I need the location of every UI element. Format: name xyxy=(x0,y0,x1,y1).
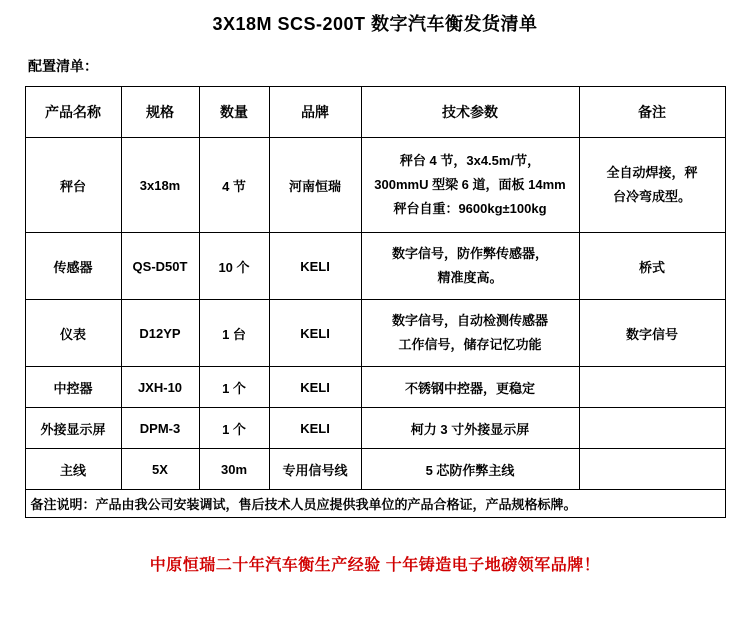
table-body xyxy=(25,138,725,518)
param-line: 300mmU 型梁 6 道，面板 14mm xyxy=(374,176,566,192)
table-note-row xyxy=(25,490,725,518)
note-text: 备注说明：产品由我公司安装调试，售后技术人员应提供我单位的产品合格证，产品规格标牌。 xyxy=(25,490,725,518)
cell-brand: KELI xyxy=(269,408,361,449)
cell-parameters: 5 芯防作弊主线 xyxy=(361,449,579,490)
page-title: 3X18M SCS-200T 数字汽车衡发货清单 xyxy=(212,14,538,34)
cell-qty: 1 个 xyxy=(199,408,269,449)
spec-table xyxy=(25,86,726,518)
column-header-param: 技术参数 xyxy=(361,87,579,138)
cell-brand: 专用信号线 xyxy=(269,449,361,490)
param-line: 秤台自重：9600kg±100kg xyxy=(393,201,547,217)
cell-qty: 4 节 xyxy=(199,138,269,233)
cell-spec: DPM-3 xyxy=(121,408,199,449)
footer-slogan: 中原恒瑞二十年汽车衡生产经验 十年铸造电子地磅领军品牌！ xyxy=(149,557,601,574)
table-row xyxy=(25,449,725,490)
cell-product-name: 仪表 xyxy=(25,300,121,367)
table-header xyxy=(25,87,725,138)
cell-qty: 1 台 xyxy=(199,300,269,367)
table-row xyxy=(25,300,725,367)
cell-product-name: 秤台 xyxy=(25,138,121,233)
cell-product-name: 中控器 xyxy=(25,367,121,408)
cell-parameters: 柯力 3 寸外接显示屏 xyxy=(361,408,579,449)
cell-remark xyxy=(579,138,725,233)
cell-product-name: 主线 xyxy=(25,449,121,490)
cell-spec: 3x18m xyxy=(121,138,199,233)
cell-remark: 数字信号 xyxy=(579,300,725,367)
cell-spec: JXH-10 xyxy=(121,367,199,408)
column-header-name: 产品名称 xyxy=(25,87,121,138)
cell-brand: KELI xyxy=(269,233,361,300)
table-header-row xyxy=(25,87,725,138)
column-header-brand: 品牌 xyxy=(269,87,361,138)
remark-line: 台冷弯成型。 xyxy=(612,189,691,204)
cell-brand: 河南恒瑞 xyxy=(269,138,361,233)
param-line: 精准度高。 xyxy=(437,270,503,285)
cell-remark: 桥式 xyxy=(579,233,725,300)
cell-qty: 10 个 xyxy=(199,233,269,300)
cell-remark xyxy=(579,408,725,449)
cell-qty: 30m xyxy=(199,449,269,490)
table-row xyxy=(25,367,725,408)
column-header-spec: 规格 xyxy=(121,87,199,138)
cell-spec: D12YP xyxy=(121,300,199,367)
cell-remark xyxy=(579,449,725,490)
cell-qty: 1 个 xyxy=(199,367,269,408)
param-line: 数字信号，自动检测传感器 xyxy=(391,312,548,328)
cell-parameters xyxy=(361,138,579,233)
table-row xyxy=(25,233,725,300)
cell-brand: KELI xyxy=(269,367,361,408)
param-line: 秤台 4 节，3x4.5m/节， xyxy=(399,152,541,168)
cell-parameters xyxy=(361,233,579,300)
cell-product-name: 外接显示屏 xyxy=(25,408,121,449)
cell-spec: QS-D50T xyxy=(121,233,199,300)
param-line: 工作信号，储存记忆功能 xyxy=(398,337,542,352)
column-header-qty: 数量 xyxy=(199,87,269,138)
cell-spec: 5X xyxy=(121,449,199,490)
cell-brand: KELI xyxy=(269,300,361,367)
table-row xyxy=(25,408,725,449)
param-line: 数字信号，防作弊传感器， xyxy=(391,245,548,261)
cell-parameters xyxy=(361,300,579,367)
table-row xyxy=(25,138,725,233)
cell-remark xyxy=(579,367,725,408)
remark-line: 全自动焊接，秤 xyxy=(606,164,698,180)
cell-parameters: 不锈钢中控器，更稳定 xyxy=(361,367,579,408)
config-list-label: 配置清单： xyxy=(28,58,98,74)
column-header-remark: 备注 xyxy=(579,87,725,138)
cell-product-name: 传感器 xyxy=(25,233,121,300)
